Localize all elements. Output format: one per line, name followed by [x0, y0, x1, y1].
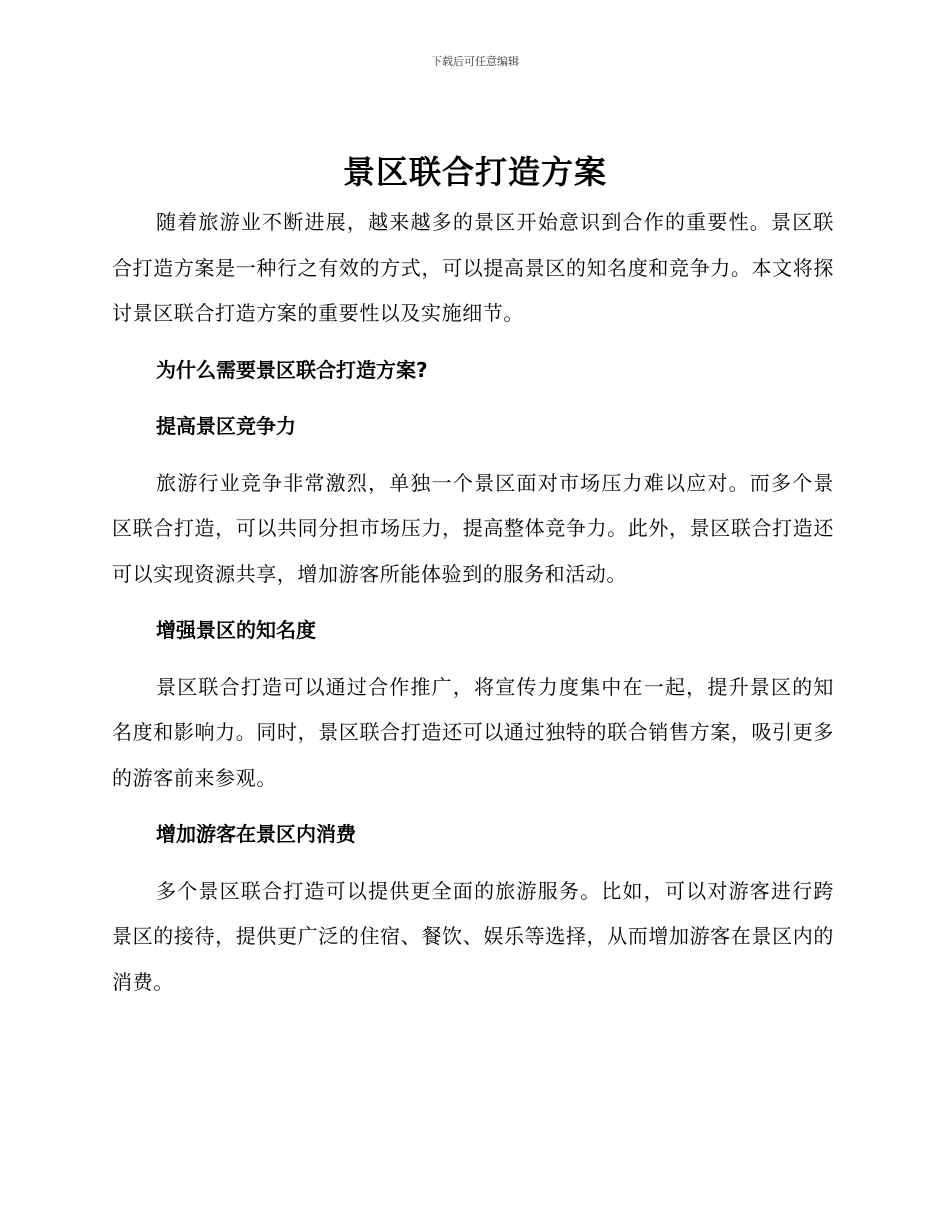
subsection-body-awareness: 景区联合打造可以通过合作推广，将宣传力度集中在一起，提升景区的知名度和影响力。同时，景区联合打造还可以通过独特的联合销售方案，吸引更多的游客前来参观。	[112, 674, 834, 790]
subsection-body-consumption: 多个景区联合打造可以提供更全面的旅游服务。比如，可以对游客进行跨景区的接待，提供更广泛的住宿、餐饮、娱乐等选择，从而增加游客在景区内的消费。	[112, 878, 834, 994]
subsection-heading-consumption: 增加游客在景区内消费	[156, 822, 356, 846]
document-body	[112, 200, 834, 1005]
intro-paragraph: 随着旅游业不断进展，越来越多的景区开始意识到合作的重要性。景区联合打造方案是一种行之有效的方式，可以提高景区的知名度和竞争力。本文将探讨景区联合打造方案的重要性以及实施细节。	[112, 210, 834, 325]
spacer	[112, 858, 834, 869]
spacer	[112, 801, 834, 812]
section-question-heading: 为什么需要景区联合打造方案?	[156, 357, 428, 382]
spacer	[112, 393, 834, 404]
spacer	[112, 654, 834, 665]
spacer	[112, 450, 834, 461]
page-header-note: 下载后可任意编辑	[431, 55, 519, 68]
spacer	[112, 597, 834, 608]
subsection-body-competitiveness: 旅游行业竞争非常激烈，单独一个景区面对市场压力难以应对。而多个景区联合打造，可以共同分担市场压力，提高整体竞争力。此外，景区联合打造还可以实现资源共享，增加游客所能体验到的服务和活动。	[112, 470, 834, 586]
subsection-heading-competitiveness: 提高景区竞争力	[156, 414, 296, 438]
document-title: 景区联合打造方案	[342, 153, 607, 191]
spacer	[112, 337, 834, 348]
subsection-heading-awareness: 增强景区的知名度	[156, 618, 316, 642]
